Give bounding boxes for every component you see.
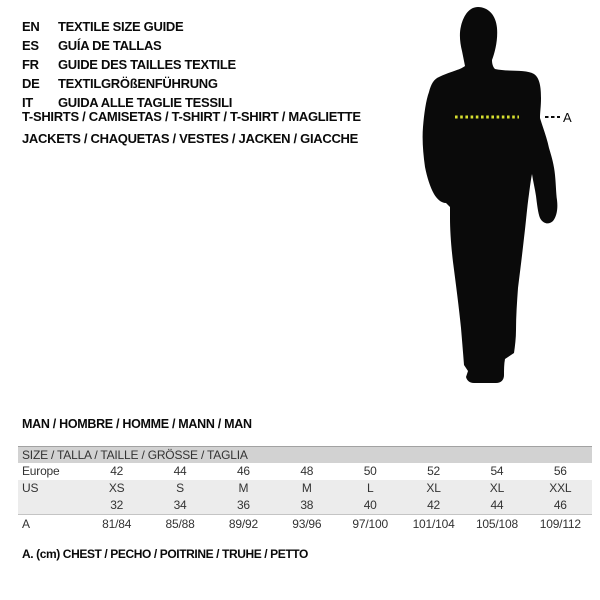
cell: 93/96 [292, 517, 322, 531]
cell: 42 [427, 498, 441, 512]
table-row-us [18, 480, 592, 497]
man-figure-svg [400, 0, 600, 400]
cell: XL [426, 481, 441, 495]
cell: M [301, 481, 312, 495]
cell: 97/100 [352, 517, 388, 531]
cell: 38 [300, 498, 314, 512]
language-label: GUIDA ALLE TAGLIE TESSILI [58, 95, 233, 110]
language-row-fr [22, 55, 236, 74]
cell: 46 [236, 464, 250, 478]
cell: 46 [553, 498, 567, 512]
cell: 44 [490, 498, 504, 512]
measure-label-a: A [563, 110, 572, 125]
row-label: US [22, 481, 39, 495]
cell: 44 [173, 464, 187, 478]
cell: XL [489, 481, 505, 495]
cell: 48 [300, 464, 314, 478]
cell: 54 [490, 464, 504, 478]
cell: 36 [236, 498, 250, 512]
row-label: A [22, 517, 30, 531]
language-list [22, 17, 236, 112]
language-row-en [22, 17, 236, 36]
language-row-es [22, 36, 236, 55]
cell: 81/84 [102, 517, 132, 531]
language-code: IT [22, 95, 33, 110]
cell: 50 [363, 464, 377, 478]
product-line-jackets: JACKETS / CHAQUETAS / VESTES / JACKEN / GIACCHE [22, 131, 358, 146]
footnote: A. (cm) CHEST / PECHO / POITRINE / TRUHE / PETTO [22, 547, 308, 561]
cell: 85/88 [165, 517, 195, 531]
language-code: ES [22, 38, 39, 53]
language-row-de [22, 74, 236, 93]
language-label: GUÍA DE TALLAS [58, 38, 162, 53]
cell: M [238, 481, 249, 495]
language-label: TEXTILE SIZE GUIDE [58, 19, 184, 34]
cell: S [176, 481, 184, 495]
cell: XXL [549, 481, 572, 495]
cell: XS [108, 481, 125, 495]
table-row-chest [18, 514, 592, 533]
cell: 34 [173, 498, 187, 512]
language-code: EN [22, 19, 40, 34]
cell: 42 [110, 464, 124, 478]
language-label: GUIDE DES TAILLES TEXTILE [58, 57, 236, 72]
cell: 32 [110, 498, 124, 512]
table-row-europe [18, 463, 592, 480]
product-line-tshirts: T-SHIRTS / CAMISETAS / T-SHIRT / T-SHIRT / MAGLIETTE [22, 109, 361, 124]
cell: 52 [427, 464, 441, 478]
row-label: Europe [22, 464, 60, 478]
cell: 105/108 [475, 517, 518, 531]
table-row-numeric [18, 497, 592, 514]
product-type-lines [22, 106, 361, 150]
section-title: MAN / HOMBRE / HOMME / MANN / MAN [22, 417, 252, 431]
man-figure [400, 0, 600, 400]
cell: 40 [363, 498, 377, 512]
size-table-header: SIZE / TALLA / TAILLE / GRÖSSE / TAGLIA [18, 446, 592, 463]
size-table [18, 446, 592, 533]
cell: 109/112 [539, 517, 581, 531]
cell: L [366, 481, 374, 495]
language-code: DE [22, 76, 40, 91]
cell: 89/92 [228, 517, 258, 531]
language-code: FR [22, 57, 39, 72]
language-label: TEXTILGRÖßENFÜHRUNG [58, 76, 218, 91]
cell: 56 [553, 464, 567, 478]
cell: 101/104 [412, 517, 455, 531]
man-silhouette [423, 7, 558, 383]
